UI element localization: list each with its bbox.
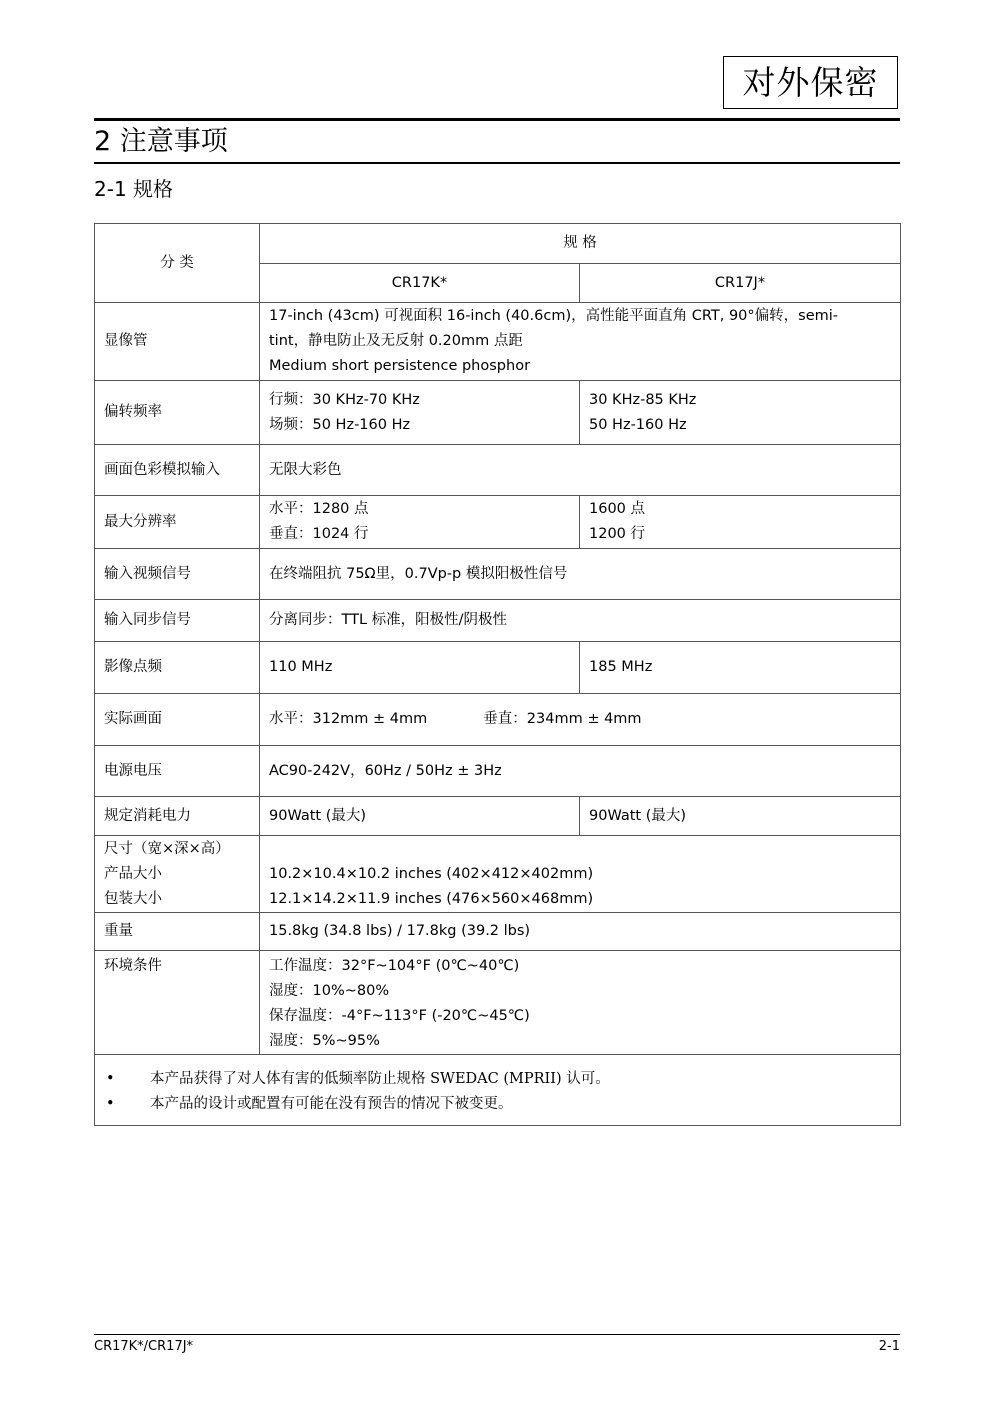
table-row (95, 381, 901, 445)
spec-table (94, 223, 901, 1126)
note-text: 本产品的设计或配置有可能在没有预告的情况下被变更。 (150, 1096, 513, 1112)
table-row (95, 951, 901, 1055)
environment-value (260, 951, 901, 1055)
footer-page-number: 2-1 (878, 1339, 900, 1354)
table-row (95, 445, 901, 496)
display-area-value (260, 694, 901, 746)
crt-value (260, 303, 901, 381)
header-rule (94, 118, 900, 121)
video-input-value: 在终端阻抗 75Ω里，0.7Vp-p 模拟阳极性信号 (260, 549, 901, 600)
row-label-dot-clock: 影像点频 (95, 642, 260, 694)
section-title: 2-1 规格 (94, 177, 174, 201)
row-label-video-input: 输入视频信号 (95, 549, 260, 600)
bullet-icon: • (106, 1071, 115, 1087)
dot-clock-j: 185 MHz (580, 642, 901, 694)
row-label-display-area: 实际画面 (95, 694, 260, 746)
dimensions-value (260, 836, 901, 913)
header-spec: 规 格 (260, 224, 901, 264)
chapter-title: 2 注意事项 (94, 126, 228, 157)
table-row (95, 913, 901, 951)
power-consumption-j: 90Watt (最大) (580, 797, 901, 836)
power-consumption-k: 90Watt (最大) (260, 797, 580, 836)
table-row (95, 303, 901, 381)
deflection-j (580, 381, 901, 445)
deflection-k-line: 场频：50 Hz-160 Hz (269, 416, 411, 433)
dimensions-label-line: 产品大小 (104, 865, 162, 882)
sync-input-value: 分离同步：TTL 标准，阳极性/阴极性 (260, 600, 901, 642)
resolution-k (260, 496, 580, 549)
dimensions-label-line: 尺寸（宽×深×高） (104, 840, 230, 857)
chapter-rule (94, 162, 900, 164)
deflection-k-line: 行频：30 KHz-70 KHz (269, 391, 420, 408)
deflection-k (260, 381, 580, 445)
row-label-crt: 显像管 (95, 303, 260, 381)
environment-line: 保存温度：-4°F~113°F (-20℃~45℃) (269, 1008, 530, 1024)
deflection-j-line: 50 Hz-160 Hz (589, 416, 687, 433)
header-model-j: CR17J* (580, 264, 901, 303)
table-row (95, 496, 901, 549)
note-text: 本产品获得了对人体有害的低频率防止规格 SWEDAC (MPRII) 认可。 (150, 1071, 610, 1087)
row-label-dimensions (95, 836, 260, 913)
notes-row (95, 1055, 901, 1126)
display-area-vertical: 垂直：234mm ± 4mm (483, 711, 642, 727)
confidential-stamp: 对外保密 (723, 56, 898, 109)
bullet-icon: • (106, 1096, 115, 1112)
header-model-k: CR17K* (260, 264, 580, 303)
dot-clock-k: 110 MHz (260, 642, 580, 694)
row-label-deflection: 偏转频率 (95, 381, 260, 445)
dimensions-package: 12.1×14.2×11.9 inches (476×560×468mm) (269, 890, 594, 907)
table-row (95, 600, 901, 642)
row-label-resolution: 最大分辨率 (95, 496, 260, 549)
notes-cell (95, 1055, 901, 1126)
weight-value: 15.8kg (34.8 lbs) / 17.8kg (39.2 lbs) (260, 913, 901, 951)
header-category: 分 类 (95, 224, 260, 303)
crt-line: 17-inch (43cm) 可视面积 16-inch (40.6cm)，高性能平面直角 CRT, 90°偏转，semi- (269, 308, 839, 324)
row-label-color: 画面色彩模拟输入 (95, 445, 260, 496)
display-area-horizontal: 水平：312mm ± 4mm (269, 711, 428, 727)
table-row (95, 797, 901, 836)
dimensions-product: 10.2×10.4×10.2 inches (402×412×402mm) (269, 865, 594, 882)
table-row (95, 694, 901, 746)
footer-rule (94, 1334, 900, 1335)
row-label-weight: 重量 (95, 913, 260, 951)
resolution-j-line: 1600 点 (589, 501, 646, 517)
color-value: 无限大彩色 (260, 445, 901, 496)
resolution-j (580, 496, 901, 549)
footer-model: CR17K*/CR17J* (94, 1339, 194, 1354)
resolution-k-line: 垂直：1024 行 (269, 526, 369, 542)
crt-line: tint，静电防止及无反射 0.20mm 点距 (269, 333, 523, 349)
row-label-power-consumption: 规定消耗电力 (95, 797, 260, 836)
row-label-sync-input: 输入同步信号 (95, 600, 260, 642)
table-row (95, 642, 901, 694)
table-header-row (95, 224, 901, 264)
note-item (104, 1067, 891, 1092)
resolution-j-line: 1200 行 (589, 526, 646, 542)
resolution-k-line: 水平：1280 点 (269, 501, 369, 517)
dimensions-label-line: 包装大小 (104, 890, 162, 907)
row-label-environment: 环境条件 (95, 951, 260, 1055)
table-row (95, 836, 901, 913)
table-row (95, 549, 901, 600)
deflection-j-line: 30 KHz-85 KHz (589, 391, 697, 408)
environment-line: 湿度：10%~80% (269, 983, 390, 999)
table-row (95, 746, 901, 797)
environment-line: 工作温度：32°F~104°F (0℃~40℃) (269, 958, 520, 974)
environment-line: 湿度：5%~95% (269, 1033, 380, 1049)
row-label-power-voltage: 电源电压 (95, 746, 260, 797)
power-voltage-value: AC90-242V，60Hz / 50Hz ± 3Hz (260, 746, 901, 797)
crt-line: Medium short persistence phosphor (269, 358, 531, 374)
note-item (104, 1092, 891, 1117)
